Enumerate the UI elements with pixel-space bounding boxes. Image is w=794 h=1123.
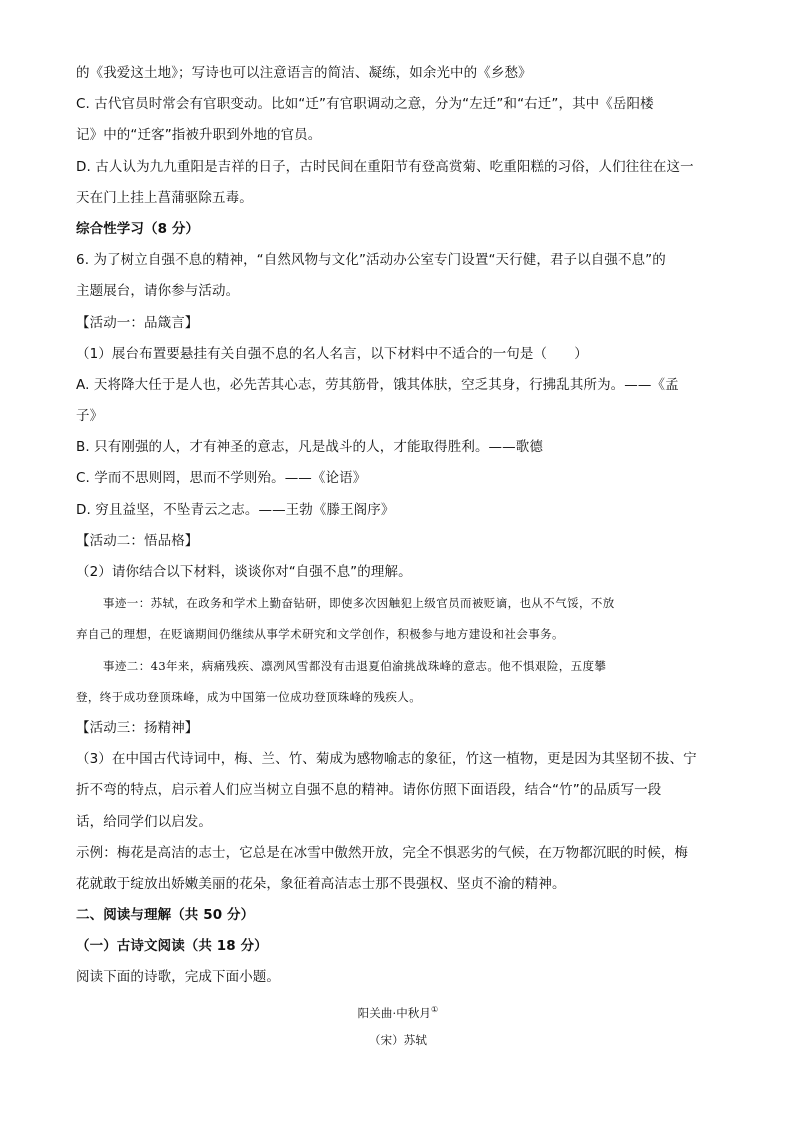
choice-c: C. 学而不思则罔，思而不学则殆。——《论语》 [76,470,367,487]
ancient-poetry-section-heading: （一）古诗文阅读（共 18 分） [76,938,268,955]
story-one-line-1: 事迹一：苏轼，在政务和学术上勤奋钻研，即使多次因触犯上级官员而被贬谪，也从不气馁，不放 [103,596,615,611]
question-6-line-1: 6. 为了树立自强不息的精神，“自然风物与文化”活动办公室专门设置“天行健，君子以自强不息”的 [76,252,666,269]
choice-a-line-2: 子》 [76,408,104,425]
choice-d: D. 穷且益坚，不坠青云之志。——王勃《滕王阁序》 [76,501,395,518]
choice-b: B. 只有刚强的人，才有神圣的意志，凡是战斗的人，才能取得胜利。——歌德 [76,439,543,456]
activity-two-heading: 【活动二：悟品格】 [76,532,199,549]
option-d-line-2: 天在门上挂上菖蒲驱除五毒。 [76,189,253,206]
story-one-line-2: 弃自己的理想，在贬谪期间仍继续从事学术研究和文学创作，积极参与地方建设和社会事务。 [76,627,564,642]
reading-instruction: 阅读下面的诗歌，完成下面小题。 [76,969,280,986]
section-heading-comprehensive-learning: 综合性学习（8 分） [76,220,200,237]
option-c-line-1: C. 古代官员时常会有官职变动。比如“迁”有官职调动之意，分为“左迁”和“右迁”，其中《岳阳楼 [76,96,654,113]
part-two-heading: 二、阅读与理解（共 50 分） [76,907,255,924]
poem-title-text: 阳关曲·中秋月 [357,1005,432,1020]
activity-three-heading: 【活动三：扬精神】 [76,719,199,736]
sub-question-2: （2）请你结合以下材料，谈谈你对“自强不息”的理解。 [76,564,412,580]
question-6-line-2: 主题展台，请你参与活动。 [76,283,240,300]
option-d-line-1: D. 古人认为九九重阳是吉祥的日子，古时民间在重阳节有登高赏菊、吃重阳糕的习俗，人们往往在这一 [76,158,694,175]
poem-title [76,994,720,1025]
document-page [76,58,720,1056]
sub-question-3-line-3: 话，给同学们以启发。 [76,813,212,830]
poem-author: （宋）苏轼 [369,1032,427,1047]
footnote-marker: ① [431,1004,439,1014]
activity-one-heading: 【活动一：品箴言】 [76,314,199,331]
sub-question-3-line-2: 折不弯的特点，启示着人们应当树立自强不息的精神。请你仿照下面语段，结合“竹”的品质写一段 [76,782,662,799]
example-line-2: 花就敢于绽放出娇嫩美丽的花朵，象征着高洁志士那不畏强权、坚贞不渝的精神。 [76,875,566,892]
sub-question-3-line-1: （3）在中国古代诗词中，梅、兰、竹、菊成为感物喻志的象征，竹这一植物，更是因为其坚韧不拔、宁 [76,751,697,768]
story-two-line-2: 登，终于成功登顶珠峰，成为中国第一位成功登顶珠峰的残疾人。 [76,689,422,704]
example-line-1: 示例：梅花是高洁的志士，它总是在冰雪中傲然开放，完全不惧恶劣的气候，在万物都沉眠的时候，梅 [76,844,688,861]
story-two-line-1: 事迹二：43年来，病痛残疾、凛冽风雪都没有击退夏伯渝挑战珠峰的意志。他不惧艰险，五度攀 [103,658,607,673]
option-c-line-2: 记》中的“迁客”指被升职到外地的官员。 [76,127,322,144]
option-b-continuation: 的《我爱这土地》；写诗也可以注意语言的简洁、凝练，如余光中的《乡愁》 [76,65,532,81]
choice-a-line-1: A. 天将降大任于是人也，必先苦其心志，劳其筋骨，饿其体肤，空乏其身，行拂乱其所为。——《孟 [76,376,679,393]
sub-question-1: （1）展台布置要悬挂有关自强不息的名人名言，以下材料中不适合的一句是（ ） [76,345,588,362]
